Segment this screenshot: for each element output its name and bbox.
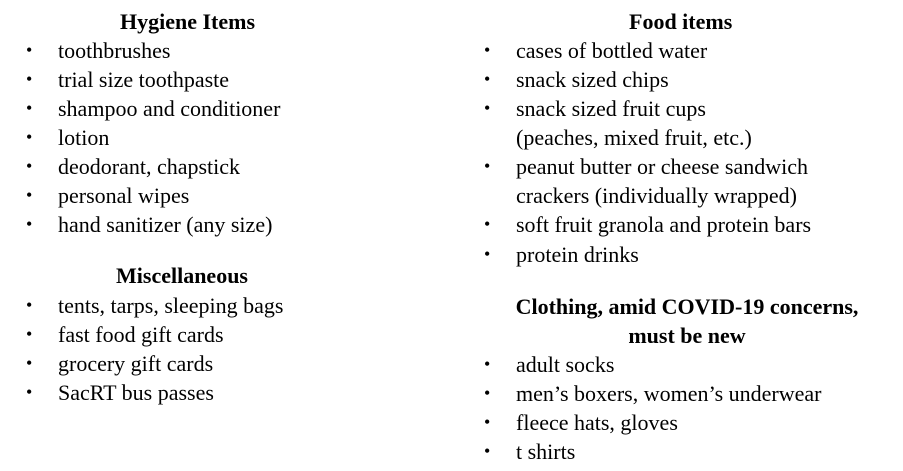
- list-item: • adult socks: [484, 352, 615, 377]
- bullet-icon: •: [484, 441, 491, 461]
- bullet-icon: •: [26, 185, 33, 205]
- bullet-icon: •: [26, 214, 33, 234]
- list-item: • grocery gift cards: [26, 351, 214, 376]
- list-item: • protein drinks: [484, 242, 639, 267]
- food-list: [470, 36, 811, 269]
- bullet-icon: •: [26, 156, 33, 176]
- list-item: • fast food gift cards: [26, 322, 224, 347]
- clothing-heading: [487, 292, 887, 350]
- bullet-icon: •: [484, 412, 491, 432]
- list-item: • tents, tarps, sleeping bags: [26, 293, 284, 318]
- bullet-icon: •: [484, 69, 491, 89]
- bullet-icon: •: [484, 214, 491, 234]
- bullet-icon: •: [484, 244, 491, 264]
- list-item: • deodorant, chapstick: [26, 154, 241, 179]
- bullet-icon: •: [484, 40, 491, 60]
- list-item: • cases of bottled water: [484, 38, 708, 63]
- food-heading: Food items: [629, 9, 733, 34]
- list-item: • hand sanitizer (any size): [26, 212, 273, 237]
- bullet-icon: •: [26, 324, 33, 344]
- hygiene-heading: Hygiene Items: [120, 9, 256, 34]
- list-item: • trial size toothpaste: [26, 67, 230, 92]
- bullet-icon: •: [26, 382, 33, 402]
- list-item: • lotion: [26, 125, 110, 150]
- hygiene-list: [0, 36, 280, 239]
- bullet-icon: •: [26, 98, 33, 118]
- bullet-icon: •: [26, 353, 33, 373]
- list-item: • SacRT bus passes: [26, 380, 214, 405]
- list-item: • men’s boxers, women’s underwear: [484, 381, 822, 406]
- clothing-heading-line2: must be new: [628, 323, 746, 348]
- bullet-icon: •: [484, 383, 491, 403]
- bullet-icon: •: [26, 69, 33, 89]
- bullet-icon: •: [26, 127, 33, 147]
- list-item: • peanut butter or cheese sandwich crackers (individually wrapped): [484, 154, 808, 208]
- bullet-icon: •: [484, 98, 491, 118]
- bullet-icon: •: [484, 354, 491, 374]
- misc-heading: Miscellaneous: [116, 263, 248, 288]
- bullet-icon: •: [26, 40, 33, 60]
- clothing-list: [470, 350, 821, 466]
- bullet-icon: •: [484, 156, 491, 176]
- list-item: • personal wipes: [26, 183, 190, 208]
- list-item: • snack sized chips: [484, 67, 669, 92]
- list-item: • shampoo and conditioner: [26, 96, 281, 121]
- bullet-icon: •: [26, 295, 33, 315]
- list-item: • fleece hats, gloves: [484, 410, 678, 435]
- list-item: • snack sized fruit cups (peaches, mixed fruit, etc.): [484, 96, 752, 150]
- list-item: • t shirts: [484, 439, 576, 464]
- clothing-heading-line1: Clothing, amid COVID-19 concerns,: [515, 294, 859, 319]
- list-item: • soft fruit granola and protein bars: [484, 212, 812, 237]
- list-item: • toothbrushes: [26, 38, 171, 63]
- misc-list: [0, 291, 283, 407]
